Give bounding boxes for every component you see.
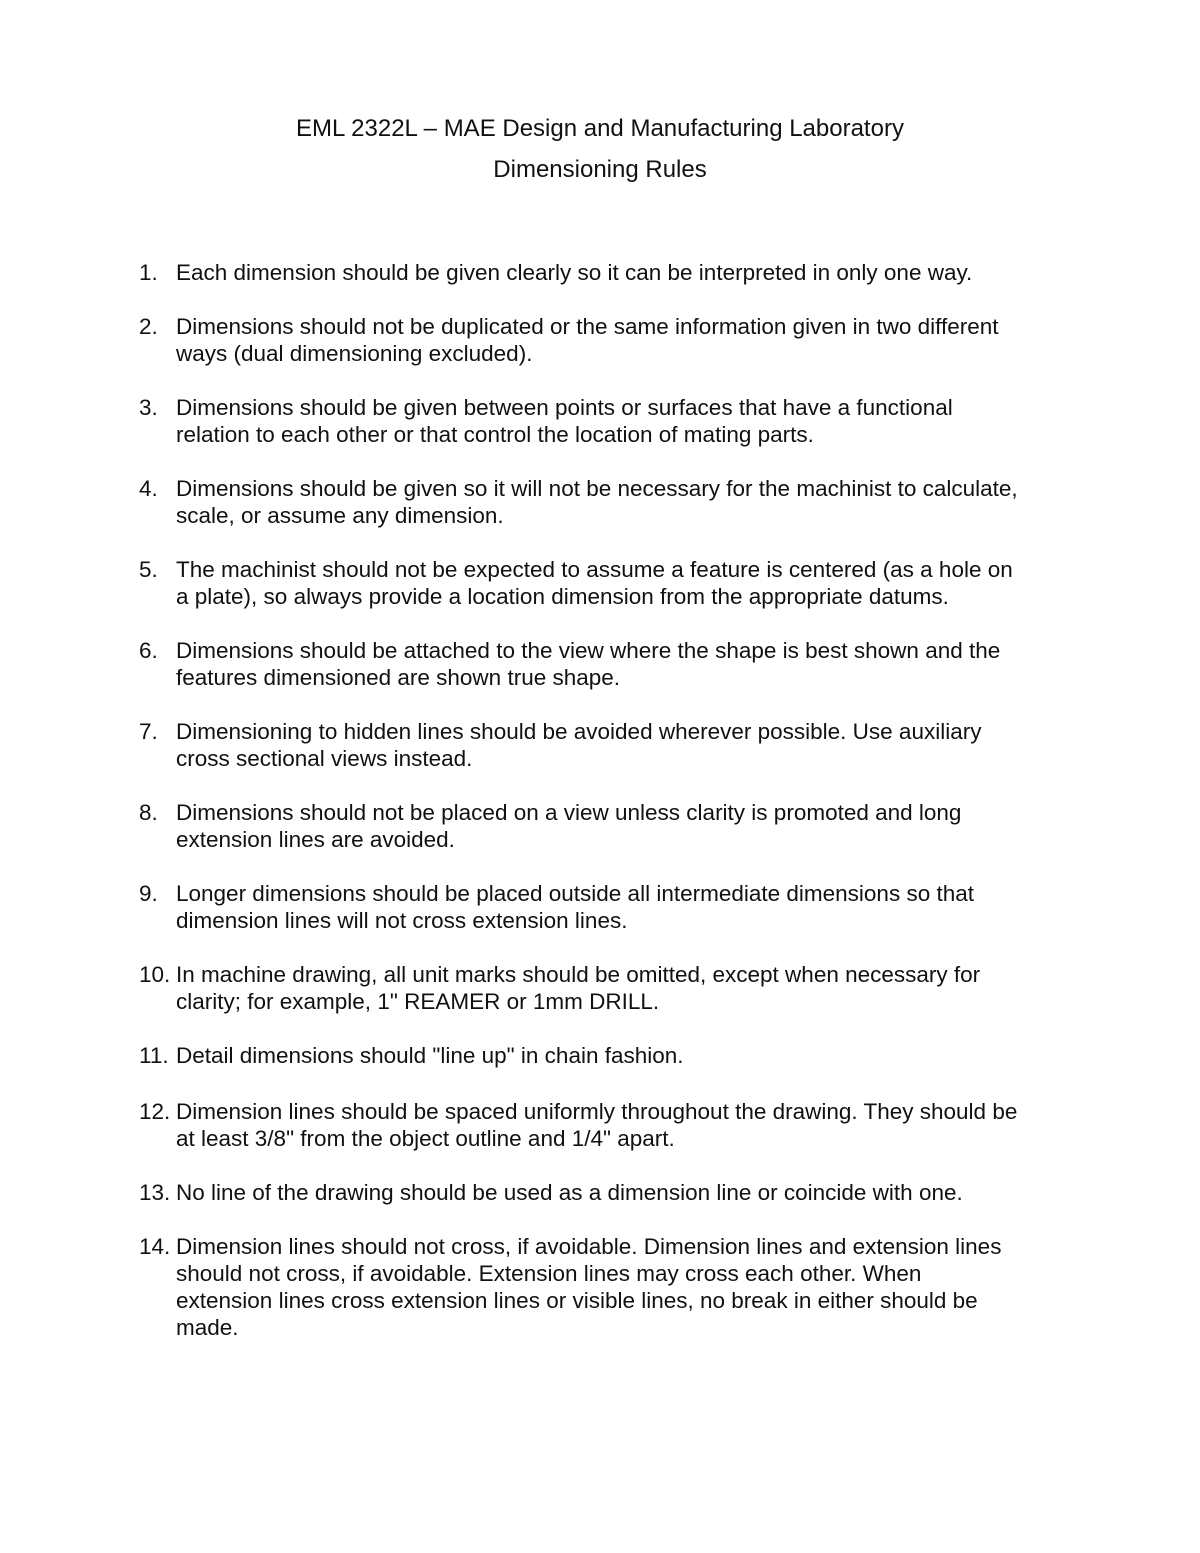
- rule-number: 8.: [139, 800, 158, 825]
- rule-text: Dimension lines should be spaced uniformly throughout the drawing. They should be at least 3/8" from the object outline and 1/4" apart.: [176, 1099, 1018, 1151]
- rule-text: No line of the drawing should be used as a dimension line or coincide with one.: [176, 1180, 963, 1205]
- rule-item-5: [139, 556, 1079, 610]
- rule-item-8: [139, 799, 1079, 853]
- rule-text: Dimensions should be given between points or surfaces that have a functional relation to each other or that control the location of mating parts.: [176, 395, 953, 447]
- page-subtitle: Dimensioning Rules: [493, 156, 707, 183]
- rule-item-6: [139, 637, 1079, 691]
- rule-text: In machine drawing, all unit marks should be omitted, except when necessary for clarity; for example, 1" REAMER or 1mm DRILL.: [176, 962, 981, 1014]
- rule-number: 1.: [139, 260, 158, 285]
- rule-number: 4.: [139, 476, 158, 501]
- rule-text: Dimension lines should not cross, if avoidable. Dimension lines and extension lines should not cross, if avoidable. Extension lines may cross each other. When extension lines cross extension lines or visible lines, no break in either should be made.: [176, 1234, 1002, 1340]
- rule-number: 11.: [139, 1043, 169, 1068]
- rule-number: 9.: [139, 881, 158, 906]
- rule-text: Each dimension should be given clearly so it can be interpreted in only one way.: [176, 260, 973, 285]
- rule-number: 12.: [139, 1099, 171, 1124]
- rule-text: The machinist should not be expected to assume a feature is centered (as a hole on a plate), so always provide a location dimension from the appropriate datums.: [176, 557, 1013, 609]
- rule-item-12: [139, 1098, 1079, 1152]
- rule-item-10: [139, 961, 1079, 1015]
- rule-number: 7.: [139, 719, 158, 744]
- rule-item-3: [139, 394, 1079, 448]
- rule-item-7: [139, 718, 1079, 772]
- rule-number: 14.: [139, 1234, 171, 1259]
- rule-number: 3.: [139, 395, 158, 420]
- rule-item-14: [139, 1233, 1079, 1341]
- rule-item-2: [139, 313, 1079, 367]
- rule-text: Dimensions should not be duplicated or the same information given in two different ways (dual dimensioning excluded).: [176, 314, 999, 366]
- rule-number: 2.: [139, 314, 158, 339]
- rule-text: Dimensions should not be placed on a view unless clarity is promoted and long extension lines are avoided.: [176, 800, 962, 852]
- rule-text: Detail dimensions should "line up" in chain fashion.: [176, 1043, 684, 1068]
- rule-text: Longer dimensions should be placed outside all intermediate dimensions so that dimension lines will not cross extension lines.: [176, 881, 974, 933]
- rule-text: Dimensions should be attached to the view where the shape is best shown and the features dimensioned are shown true shape.: [176, 638, 1001, 690]
- rule-item-1: [139, 259, 1079, 286]
- rule-number: 10.: [139, 962, 171, 987]
- rule-text: Dimensioning to hidden lines should be avoided wherever possible. Use auxiliary cross sectional views instead.: [176, 719, 982, 771]
- rule-text: Dimensions should be given so it will not be necessary for the machinist to calculate, scale, or assume any dimension.: [176, 476, 1018, 528]
- rule-item-9: [139, 880, 1079, 934]
- rule-item-11: [139, 1042, 1079, 1069]
- rule-number: 13.: [139, 1180, 171, 1205]
- rule-item-4: [139, 475, 1079, 529]
- rule-number: 6.: [139, 638, 158, 663]
- page-title: EML 2322L – MAE Design and Manufacturing Laboratory: [296, 115, 904, 142]
- rule-item-13: [139, 1179, 1079, 1206]
- rule-number: 5.: [139, 557, 158, 582]
